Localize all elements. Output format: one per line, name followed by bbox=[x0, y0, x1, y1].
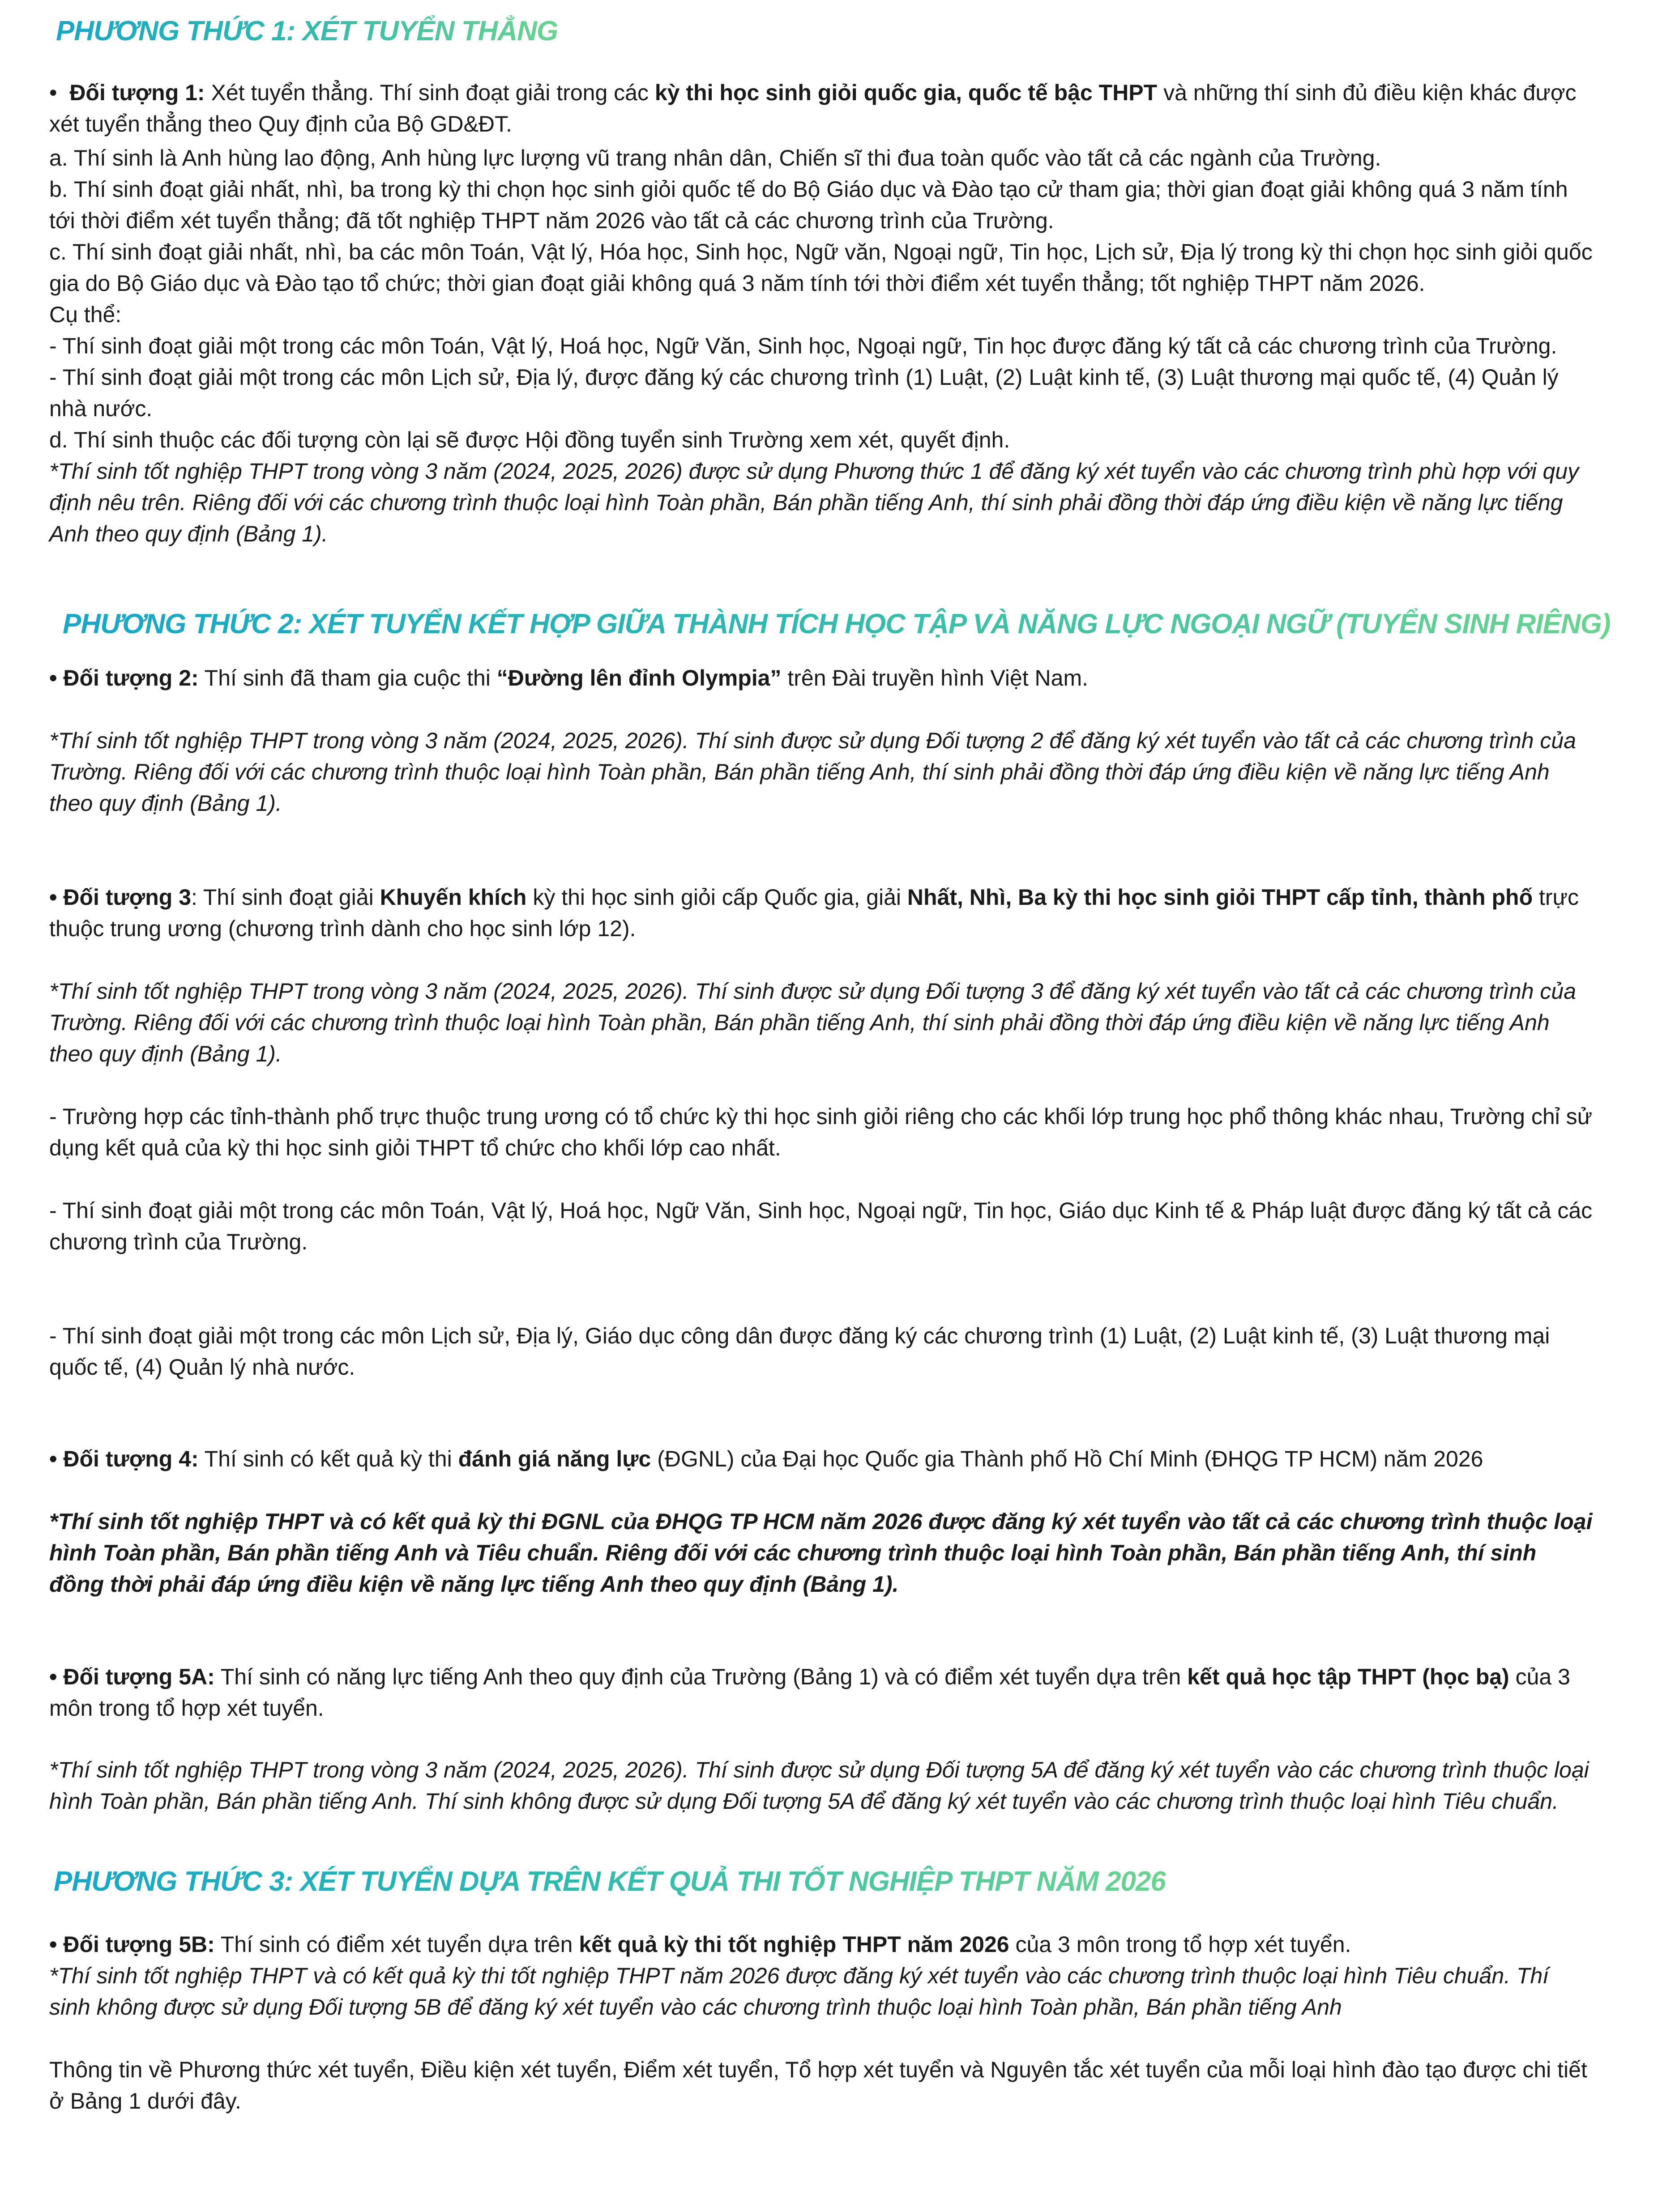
target-2-note-text: *Thí sinh tốt nghiệp THPT trong vòng 3 năm (2024, 2025, 2026). Thí sinh được sử dụng Đối tượng 2 để đăng ký xét tuyển vào tất cả các chương trình của Trường. Riêng đối với các chương trình thuộc loại hình Toàn phần, Bán phần tiếng Anh, thí sinh phải đồng thời đáp ứng điều kiện về năng lực tiếng Anh theo quy định (Bảng 1). bbox=[49, 728, 1577, 816]
target-3-label: • Đối tượng 3 bbox=[49, 885, 192, 910]
target-4-note bbox=[49, 1506, 1594, 1600]
target-2-block bbox=[49, 662, 1594, 694]
method-1-heading: PHƯƠNG THỨC 1: XÉT TUYỂN THẲNG bbox=[56, 13, 558, 49]
item-d: d. Thí sinh thuộc các đối tượng còn lại sẽ được Hội đồng tuyển sinh Trường xem xét, quyết định. bbox=[49, 427, 1010, 452]
closing-text: Thông tin về Phương thức xét tuyển, Điều kiện xét tuyển, Điểm xét tuyển, Tổ hợp xét tuyển và Nguyên tắc xét tuyển của mỗi loại hình đào tạo được chi tiết ở Bảng 1 dưới đây. bbox=[49, 2057, 1587, 2114]
target-3-dash-3 bbox=[49, 1320, 1594, 1383]
target-2-paragraph bbox=[49, 662, 1594, 694]
target-3-dash-1 bbox=[49, 1101, 1594, 1164]
dash-item: - Thí sinh đoạt giải một trong các môn Lịch sử, Địa lý, Giáo dục công dân được đăng ký các chương trình (1) Luật, (2) Luật kinh tế, (3) Luật thương mại quốc tế, (4) Quản lý nhà nước. bbox=[49, 1323, 1550, 1380]
target-3-note bbox=[49, 976, 1594, 1070]
method-2-heading: PHƯƠNG THỨC 2: XÉT TUYỂN KẾT HỢP GIỮA THÀNH TÍCH HỌC TẬP VÀ NĂNG LỰC NGOẠI NGỮ (TUYỂN SINH RIÊNG) bbox=[63, 606, 1610, 642]
target-5a-note bbox=[49, 1754, 1594, 1817]
target-5a-paragraph bbox=[49, 1661, 1594, 1724]
text-run: Thí sinh có năng lực tiếng Anh theo quy định của Trường (Bảng 1) và có điểm xét tuyển dựa trên bbox=[214, 1664, 1188, 1689]
target-5b-label: • Đối tượng 5B: bbox=[49, 1932, 215, 1957]
bold-run: đánh giá năng lực bbox=[458, 1446, 651, 1471]
dash-item: - Thí sinh đoạt giải một trong các môn Toán, Vật lý, Hoá học, Ngữ Văn, Sinh học, Ngoại ngữ, Tin học được đăng ký tất cả các chương trình của Trường. bbox=[49, 333, 1557, 358]
bold-run: kết quả kỳ thi tốt nghiệp THPT năm 2026 bbox=[579, 1932, 1009, 1957]
target-5b-block bbox=[49, 1929, 1594, 2023]
text-run: kỳ thi học sinh giỏi cấp Quốc gia, giải bbox=[526, 885, 907, 910]
text-run: trực thuộc trung ương (chương trình dành cho học sinh lớp 12). bbox=[49, 885, 1579, 941]
target-2-note bbox=[49, 725, 1594, 819]
item-b: b. Thí sinh đoạt giải nhất, nhì, ba trong kỳ thi chọn học sinh giỏi quốc tế do Bộ Giáo dục và Đào tạo cử tham gia; thời gian đoạt giải không quá 3 năm tính tới thời điểm xét tuyển thẳng; đã tốt nghiệp THPT năm 2026 vào tất cả các chương trình của Trường. bbox=[49, 177, 1568, 233]
text-run: (ĐGNL) của Đại học Quốc gia Thành phố Hồ Chí Minh (ĐHQG TP HCM) năm 2026 bbox=[651, 1446, 1483, 1471]
target-4-note-text: *Thí sinh tốt nghiệp THPT và có kết quả kỳ thi ĐGNL của ĐHQG TP HCM năm 2026 được đăng ký xét tuyển vào tất cả các chương trình thuộc loại hình Toàn phần, Bán phần tiếng Anh và Tiêu chuẩn. Riêng đối với các chương trình thuộc loại hình Toàn phần, Bán phần tiếng Anh, thí sinh đồng thời phải đáp ứng điều kiện về năng lực tiếng Anh theo quy định (Bảng 1). bbox=[49, 1509, 1593, 1597]
item-a: a. Thí sinh là Anh hùng lao động, Anh hùng lực lượng vũ trang nhân dân, Chiến sĩ thi đua toàn quốc vào tất cả các ngành của Trường. bbox=[49, 145, 1381, 170]
specifics-label: Cụ thể: bbox=[49, 302, 122, 327]
dash-item: - Thí sinh đoạt giải một trong các môn Lịch sử, Địa lý, được đăng ký các chương trình (1) Luật, (2) Luật kinh tế, (3) Luật thương mại quốc tế, (4) Quản lý nhà nước. bbox=[49, 365, 1559, 421]
method-1-section bbox=[49, 77, 1594, 550]
target-5a-note-text: *Thí sinh tốt nghiệp THPT trong vòng 3 năm (2024, 2025, 2026). Thí sinh được sử dụng Đối tượng 5A để đăng ký xét tuyển vào các chương trình thuộc loại hình Toàn phần, Bán phần tiếng Anh. Thí sinh không được sử dụng Đối tượng 5A để đăng ký xét tuyển vào các chương trình thuộc loại hình Tiêu chuẩn. bbox=[49, 1757, 1589, 1814]
dash-item: - Trường hợp các tỉnh-thành phố trực thuộc trung ương có tổ chức kỳ thi học sinh giỏi riêng cho các khối lớp trung học phổ thông khác nhau, Trường chỉ sử dụng kết quả của kỳ thi học sinh giỏi THPT tổ chức cho khối lớp cao nhất. bbox=[49, 1104, 1593, 1160]
olympia-title: “Đường lên đỉnh Olympia” bbox=[496, 665, 782, 690]
bold-run: kỳ thi học sinh giỏi quốc gia, quốc tế bậc THPT bbox=[654, 80, 1158, 105]
text-run: của 3 môn trong tổ hợp xét tuyển. bbox=[1009, 1932, 1351, 1957]
text-run: của 3 môn trong tổ hợp xét tuyển. bbox=[49, 1664, 1570, 1721]
bold-run: kết quả học tập THPT (học bạ) bbox=[1187, 1664, 1509, 1689]
target-4-paragraph bbox=[49, 1443, 1594, 1475]
target-3-dash-2 bbox=[49, 1195, 1594, 1257]
closing-paragraph bbox=[49, 2054, 1594, 2117]
text-run: trên Đài truyền hình Việt Nam. bbox=[781, 665, 1088, 690]
target-5b-note: *Thí sinh tốt nghiệp THPT và có kết quả kỳ thi tốt nghiệp THPT năm 2026 được đăng ký xét tuyển vào các chương trình thuộc loại hình Tiêu chuẩn. Thí sinh không được sử dụng Đối tượng 5B để đăng ký xét tuyển vào các chương trình thuộc loại hình Toàn phần, Bán phần tiếng Anh bbox=[49, 1963, 1549, 2020]
method-1-note: *Thí sinh tốt nghiệp THPT trong vòng 3 năm (2024, 2025, 2026) được sử dụng Phương thức 1 để đăng ký xét tuyển vào các chương trình phù hợp với quy định nêu trên. Riêng đối với các chương trình thuộc loại hình Toàn phần, Bán phần tiếng Anh, thí sinh phải đồng thời đáp ứng điều kiện về năng lực tiếng Anh theo quy định (Bảng 1). bbox=[49, 459, 1579, 546]
target-1-label: Đối tượng 1: bbox=[69, 80, 205, 105]
text-run: Thí sinh đã tham gia cuộc thi bbox=[198, 665, 497, 690]
dash-item: - Thí sinh đoạt giải một trong các môn Toán, Vật lý, Hoá học, Ngữ Văn, Sinh học, Ngoại ngữ, Tin học, Giáo dục Kinh tế & Pháp luật được đăng ký tất cả các chương trình của Trường. bbox=[49, 1198, 1593, 1254]
target-3-paragraph bbox=[49, 882, 1594, 944]
target-5a-block bbox=[49, 1661, 1594, 1724]
target-5a-label: • Đối tượng 5A: bbox=[49, 1664, 215, 1689]
bold-run: Nhất, Nhì, Ba kỳ thi học sinh giỏi THPT cấp tỉnh, thành phố bbox=[907, 885, 1533, 910]
text-run: Thí sinh có kết quả kỳ thi bbox=[198, 1446, 458, 1471]
target-4-label: • Đối tượng 4: bbox=[49, 1446, 199, 1471]
text-run: Xét tuyển thẳng. Thí sinh đoạt giải trong các bbox=[205, 80, 655, 105]
target-2-label: • Đối tượng 2: bbox=[49, 665, 199, 690]
text-run: Thí sinh có điểm xét tuyển dựa trên bbox=[214, 1932, 579, 1957]
text-run: : Thí sinh đoạt giải bbox=[191, 885, 380, 910]
bullet: • bbox=[49, 80, 57, 105]
method-3-heading: PHƯƠNG THỨC 3: XÉT TUYỂN DỰA TRÊN KẾT QUẢ THI TỐT NGHIỆP THPT NĂM 2026 bbox=[54, 1864, 1166, 1900]
target-5b-paragraph bbox=[49, 1929, 1594, 1960]
bold-run: Khuyến khích bbox=[380, 885, 527, 910]
target-4-block bbox=[49, 1443, 1594, 1475]
target-3-note-text: *Thí sinh tốt nghiệp THPT trong vòng 3 năm (2024, 2025, 2026). Thí sinh được sử dụng Đối tượng 3 để đăng ký xét tuyển vào tất cả các chương trình của Trường. Riêng đối với các chương trình thuộc loại hình Toàn phần, Bán phần tiếng Anh, thí sinh phải đồng thời đáp ứng điều kiện về năng lực tiếng Anh theo quy định (Bảng 1). bbox=[49, 979, 1577, 1066]
target-1-paragraph bbox=[49, 77, 1594, 140]
text-run: và những thí sinh đủ điều kiện khác được xét tuyển thẳng theo Quy định của Bộ GD&ĐT. bbox=[49, 80, 1577, 136]
item-c: c. Thí sinh đoạt giải nhất, nhì, ba các môn Toán, Vật lý, Hóa học, Sinh học, Ngữ văn, Ngoại ngữ, Tin học, Lịch sử, Địa lý trong kỳ thi chọn học sinh giỏi quốc gia do Bộ Giáo dục và Đào tạo tổ chức; thời gian đoạt giải không quá 3 năm tính tới thời điểm xét tuyển thẳng; tốt nghiệp THPT năm 2026. bbox=[49, 239, 1593, 296]
target-3-block bbox=[49, 882, 1594, 944]
